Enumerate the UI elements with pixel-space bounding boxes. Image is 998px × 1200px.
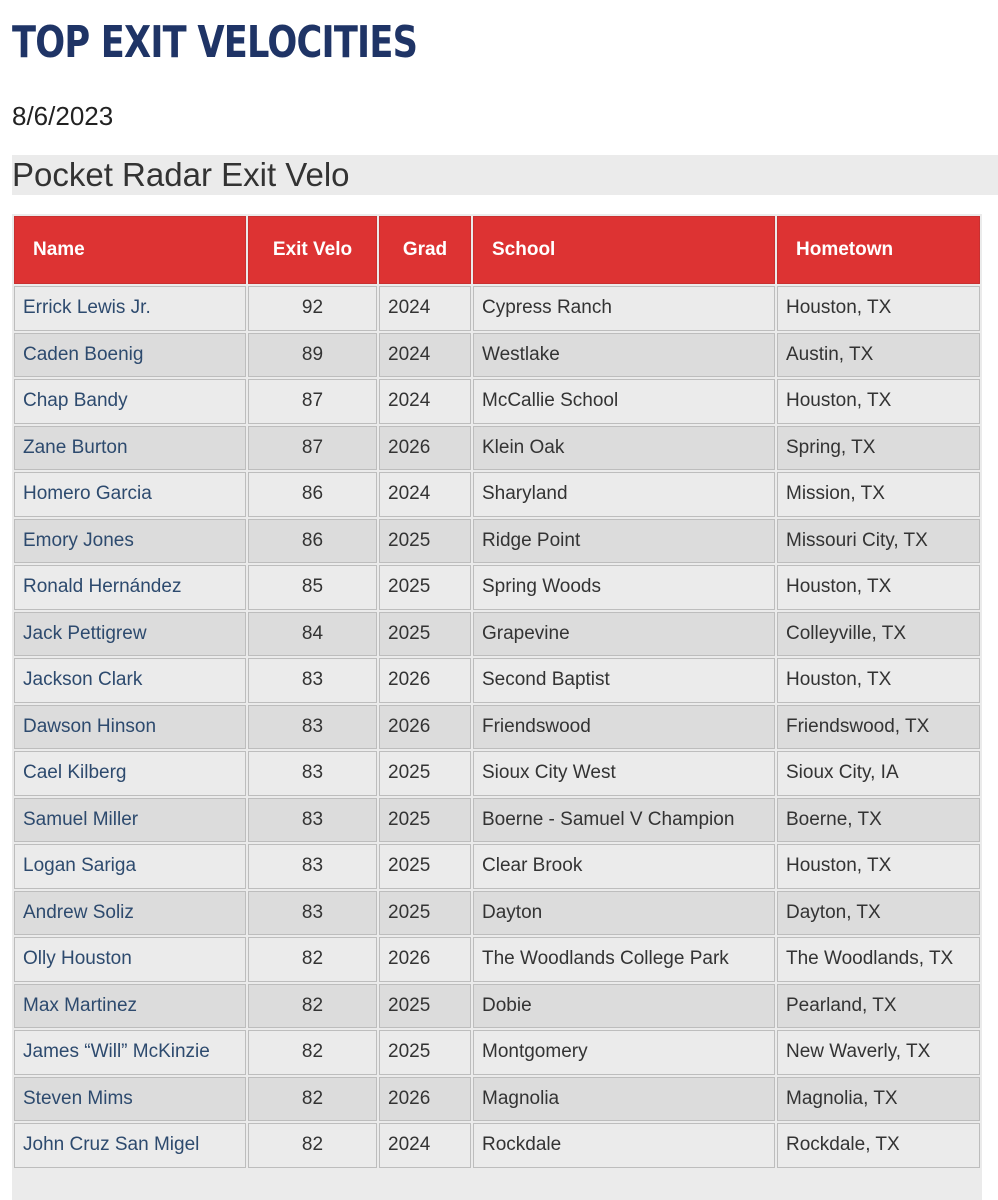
exit-velo-cell: 85: [248, 565, 377, 610]
exit-velocity-table: [12, 214, 982, 1170]
table-row: [14, 565, 980, 610]
table-row: [14, 519, 980, 564]
grad-year-cell: 2024: [379, 472, 471, 517]
page-title: TOP EXIT VELOCITIES: [12, 17, 418, 68]
table-row: [14, 751, 980, 796]
grad-year-cell: 2025: [379, 612, 471, 657]
grad-year-cell: 2025: [379, 565, 471, 610]
school-cell: Spring Woods: [473, 565, 775, 610]
school-cell: Boerne - Samuel V Champion: [473, 798, 775, 843]
school-cell: Magnolia: [473, 1077, 775, 1122]
table-row: [14, 612, 980, 657]
grad-year-cell: 2025: [379, 1030, 471, 1075]
player-name-cell[interactable]: Steven Mims: [14, 1077, 246, 1122]
grad-year-cell: 2025: [379, 984, 471, 1029]
hometown-cell: Colleyville, TX: [777, 612, 980, 657]
grad-year-cell: 2026: [379, 658, 471, 703]
school-cell: Cypress Ranch: [473, 286, 775, 331]
table-row: [14, 658, 980, 703]
exit-velo-cell: 82: [248, 984, 377, 1029]
player-name-cell[interactable]: Andrew Soliz: [14, 891, 246, 936]
hometown-cell: New Waverly, TX: [777, 1030, 980, 1075]
exit-velo-cell: 83: [248, 798, 377, 843]
hometown-cell: Houston, TX: [777, 286, 980, 331]
player-name-cell[interactable]: Chap Bandy: [14, 379, 246, 424]
hometown-cell: Dayton, TX: [777, 891, 980, 936]
exit-velo-cell: 83: [248, 705, 377, 750]
player-name-cell[interactable]: Jackson Clark: [14, 658, 246, 703]
hometown-cell: Houston, TX: [777, 658, 980, 703]
hometown-cell: Boerne, TX: [777, 798, 980, 843]
grad-year-cell: 2026: [379, 937, 471, 982]
table-row: [14, 286, 980, 331]
exit-velo-cell: 83: [248, 844, 377, 889]
grad-year-cell: 2024: [379, 333, 471, 378]
player-name-cell[interactable]: John Cruz San Migel: [14, 1123, 246, 1168]
player-name-cell[interactable]: Caden Boenig: [14, 333, 246, 378]
column-header-hometown[interactable]: Hometown: [777, 216, 980, 284]
column-header-exit-velo[interactable]: Exit Velo: [248, 216, 377, 284]
table-row: [14, 1077, 980, 1122]
exit-velo-cell: 87: [248, 379, 377, 424]
school-cell: Dayton: [473, 891, 775, 936]
school-cell: Clear Brook: [473, 844, 775, 889]
exit-velo-cell: 87: [248, 426, 377, 471]
player-name-cell[interactable]: Logan Sariga: [14, 844, 246, 889]
hometown-cell: Pearland, TX: [777, 984, 980, 1029]
grad-year-cell: 2024: [379, 286, 471, 331]
player-name-cell[interactable]: Olly Houston: [14, 937, 246, 982]
school-cell: Second Baptist: [473, 658, 775, 703]
section-heading: Pocket Radar Exit Velo: [12, 155, 998, 195]
hometown-cell: Magnolia, TX: [777, 1077, 980, 1122]
table-row: [14, 844, 980, 889]
grad-year-cell: 2024: [379, 379, 471, 424]
exit-velo-cell: 84: [248, 612, 377, 657]
school-cell: McCallie School: [473, 379, 775, 424]
exit-velo-cell: 83: [248, 891, 377, 936]
table-header-row: [14, 216, 980, 284]
hometown-cell: Houston, TX: [777, 379, 980, 424]
post-date: 8/6/2023: [12, 101, 114, 131]
grad-year-cell: 2025: [379, 844, 471, 889]
hometown-cell: Missouri City, TX: [777, 519, 980, 564]
grad-year-cell: 2026: [379, 705, 471, 750]
exit-velo-cell: 86: [248, 472, 377, 517]
table-row: [14, 472, 980, 517]
table-row: [14, 333, 980, 378]
table-row: [14, 1123, 980, 1168]
grad-year-cell: 2025: [379, 751, 471, 796]
column-header-grad[interactable]: Grad: [379, 216, 471, 284]
exit-velo-cell: 82: [248, 1123, 377, 1168]
player-name-cell[interactable]: James “Will” McKinzie: [14, 1030, 246, 1075]
hometown-cell: Houston, TX: [777, 844, 980, 889]
exit-velo-cell: 83: [248, 751, 377, 796]
player-name-cell[interactable]: Cael Kilberg: [14, 751, 246, 796]
grad-year-cell: 2024: [379, 1123, 471, 1168]
school-cell: Dobie: [473, 984, 775, 1029]
player-name-cell[interactable]: Max Martinez: [14, 984, 246, 1029]
exit-velo-cell: 92: [248, 286, 377, 331]
table-row: [14, 426, 980, 471]
grad-year-cell: 2025: [379, 891, 471, 936]
school-cell: Westlake: [473, 333, 775, 378]
school-cell: Sioux City West: [473, 751, 775, 796]
player-name-cell[interactable]: Jack Pettigrew: [14, 612, 246, 657]
grad-year-cell: 2026: [379, 426, 471, 471]
grad-year-cell: 2025: [379, 519, 471, 564]
table-row: [14, 705, 980, 750]
hometown-cell: Mission, TX: [777, 472, 980, 517]
school-cell: Friendswood: [473, 705, 775, 750]
grad-year-cell: 2026: [379, 1077, 471, 1122]
hometown-cell: Sioux City, IA: [777, 751, 980, 796]
exit-velo-cell: 89: [248, 333, 377, 378]
exit-velo-cell: 82: [248, 1030, 377, 1075]
table-row: [14, 891, 980, 936]
hometown-cell: Austin, TX: [777, 333, 980, 378]
school-cell: Rockdale: [473, 1123, 775, 1168]
school-cell: The Woodlands College Park: [473, 937, 775, 982]
table-row: [14, 937, 980, 982]
table-row: [14, 379, 980, 424]
hometown-cell: Spring, TX: [777, 426, 980, 471]
exit-velo-cell: 82: [248, 937, 377, 982]
school-cell: Ridge Point: [473, 519, 775, 564]
column-header-school[interactable]: School: [473, 216, 775, 284]
table-row: [14, 1030, 980, 1075]
table-body: [14, 286, 980, 1168]
school-cell: Sharyland: [473, 472, 775, 517]
school-cell: Klein Oak: [473, 426, 775, 471]
school-cell: Montgomery: [473, 1030, 775, 1075]
player-name-cell[interactable]: Samuel Miller: [14, 798, 246, 843]
table-row: [14, 798, 980, 843]
hometown-cell: Rockdale, TX: [777, 1123, 980, 1168]
table-row: [14, 984, 980, 1029]
player-name-cell[interactable]: Zane Burton: [14, 426, 246, 471]
exit-velo-cell: 83: [248, 658, 377, 703]
grad-year-cell: 2025: [379, 798, 471, 843]
player-name-cell[interactable]: Ronald Hernández: [14, 565, 246, 610]
hometown-cell: Friendswood, TX: [777, 705, 980, 750]
exit-velo-cell: 86: [248, 519, 377, 564]
player-name-cell[interactable]: Errick Lewis Jr.: [14, 286, 246, 331]
player-name-cell[interactable]: Dawson Hinson: [14, 705, 246, 750]
hometown-cell: Houston, TX: [777, 565, 980, 610]
player-name-cell[interactable]: Homero Garcia: [14, 472, 246, 517]
player-name-cell[interactable]: Emory Jones: [14, 519, 246, 564]
hometown-cell: The Woodlands, TX: [777, 937, 980, 982]
exit-velo-cell: 82: [248, 1077, 377, 1122]
column-header-name[interactable]: Name: [14, 216, 246, 284]
school-cell: Grapevine: [473, 612, 775, 657]
table-container: [12, 214, 982, 1200]
